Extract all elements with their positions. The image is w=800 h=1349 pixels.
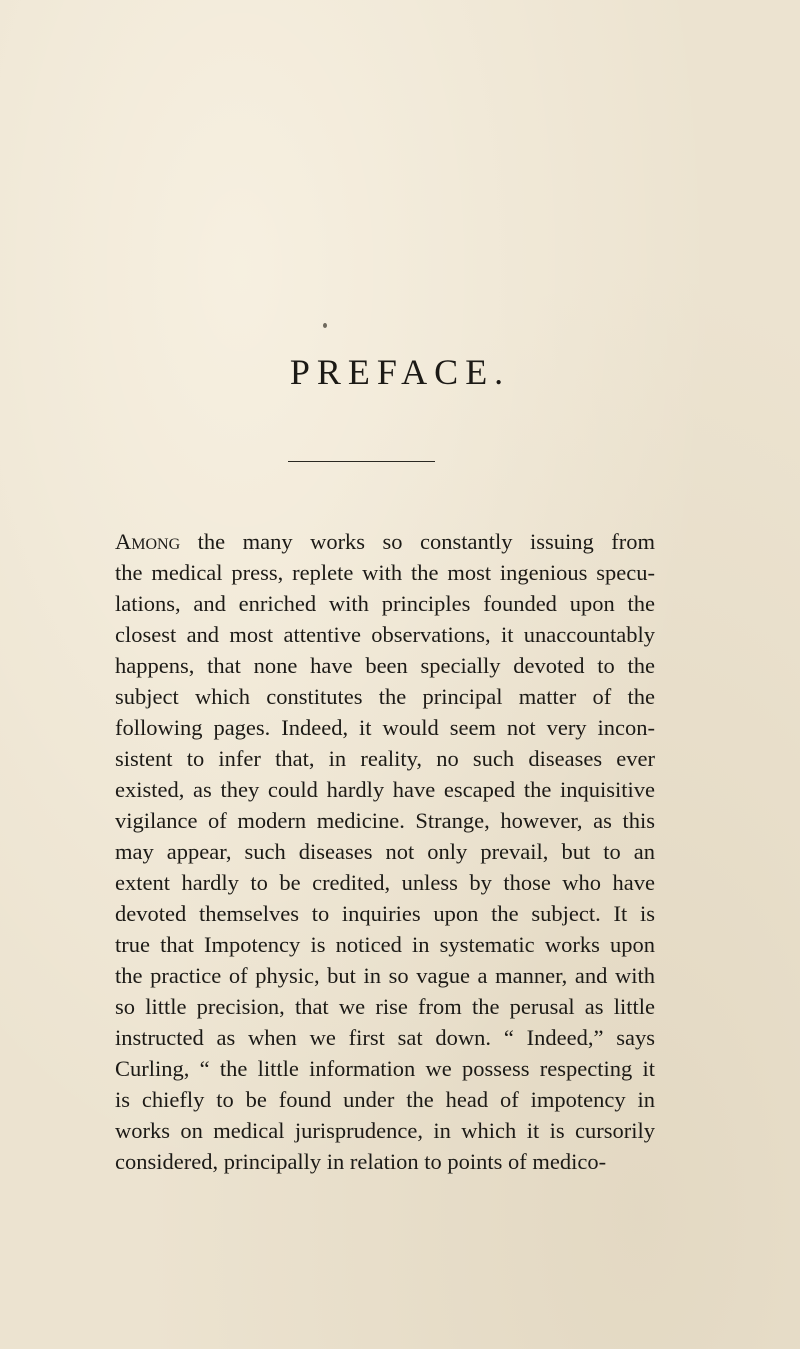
paragraph-line: devoted themselves to inquiries upon the subject. It is bbox=[115, 901, 655, 926]
preface-paragraph bbox=[115, 526, 655, 1177]
paragraph-line: the practice of physic, but in so vague a manner, and with bbox=[115, 963, 655, 988]
title-rule bbox=[288, 461, 435, 462]
paragraph-line: sistent to infer that, in reality, no such diseases ever bbox=[115, 746, 655, 771]
paragraph-line: lations, and enriched with principles founded upon the bbox=[115, 591, 655, 616]
lead-word: Among bbox=[115, 529, 181, 554]
paragraph-line: so little precision, that we rise from the perusal as little bbox=[115, 994, 655, 1019]
ink-speck bbox=[323, 323, 327, 328]
paragraph-line: following pages. Indeed, it would seem not very incon- bbox=[115, 715, 655, 740]
paragraph-line: considered, principally in relation to points of medico- bbox=[115, 1149, 607, 1174]
paragraph-line: true that Impotency is noticed in systematic works upon bbox=[115, 932, 655, 957]
paragraph-line: extent hardly to be credited, unless by those who have bbox=[115, 870, 655, 895]
paragraph-line: subject which constitutes the principal matter of the bbox=[115, 684, 655, 709]
paragraph-line: Curling, “ the little information we possess respecting it bbox=[115, 1056, 655, 1081]
paragraph-line: Among the many works so constantly issuing from bbox=[115, 529, 655, 554]
paragraph-line: vigilance of modern medicine. Strange, however, as this bbox=[115, 808, 655, 833]
paragraph-line: the medical press, replete with the most ingenious specu- bbox=[115, 560, 655, 585]
paragraph-line: works on medical jurisprudence, in which it is cursorily bbox=[115, 1118, 655, 1143]
paragraph-line: existed, as they could hardly have escaped the inquisitive bbox=[115, 777, 655, 802]
paragraph-line: happens, that none have been specially devoted to the bbox=[115, 653, 655, 678]
paragraph-line: closest and most attentive observations, it unaccountably bbox=[115, 622, 655, 647]
paragraph-line: is chiefly to be found under the head of impotency in bbox=[115, 1087, 655, 1112]
page-title: PREFACE. bbox=[289, 352, 511, 392]
paragraph-line: instructed as when we first sat down. “ Indeed,” says bbox=[115, 1025, 655, 1050]
paragraph-line: may appear, such diseases not only prevail, but to an bbox=[115, 839, 655, 864]
